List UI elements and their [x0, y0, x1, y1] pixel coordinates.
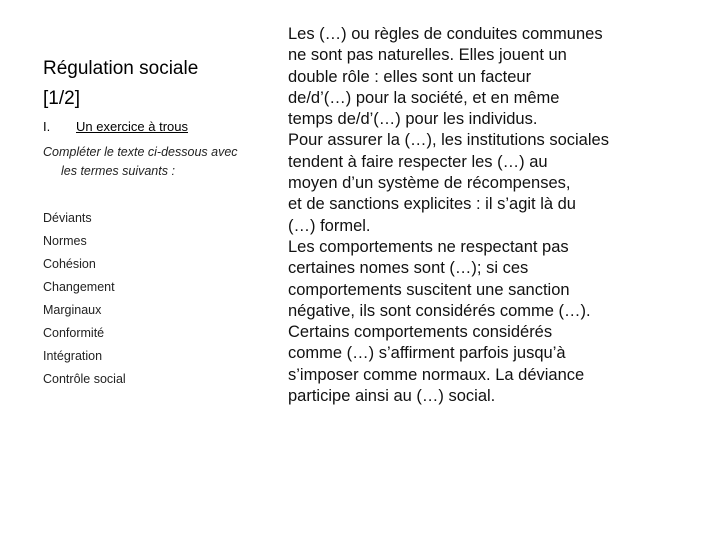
- section-number: I.: [43, 119, 51, 134]
- term-item: Cohésion: [43, 257, 96, 271]
- text-line: certaines nomes sont (…); si ces: [288, 259, 529, 278]
- section-heading: [43, 119, 188, 135]
- instruction-line-1: Compléter le texte ci-dessous avec: [43, 145, 238, 159]
- text-line: comportements suscitent une sanction: [288, 280, 570, 299]
- text-line: Les comportements ne respectant pas: [288, 237, 569, 256]
- text-line: tendent à faire respecter les (…) au: [288, 152, 548, 171]
- text-line: Les (…) ou règles de conduites communes: [288, 25, 603, 43]
- exercise-instruction: [43, 143, 273, 181]
- exercise-text: [288, 24, 708, 407]
- instruction-line-2: les termes suivants :: [61, 164, 175, 178]
- term-item: Déviants: [43, 211, 92, 225]
- slide-title-line-2: [1/2]: [43, 88, 80, 109]
- text-line: comme (…) s’affirment parfois jusqu’à: [288, 344, 566, 363]
- slide-title: [43, 54, 273, 114]
- text-line: et de sanctions explicites : il s’agit là du: [288, 195, 576, 214]
- text-line: s’imposer comme normaux. La déviance: [288, 365, 585, 384]
- text-line: double rôle : elles sont un facteur: [288, 67, 532, 86]
- term-item: Changement: [43, 280, 115, 294]
- term-item: Marginaux: [43, 303, 102, 317]
- text-line: Pour assurer la (…), les institutions sociales: [288, 131, 609, 150]
- section-heading-text: Un exercice à trous: [76, 119, 188, 134]
- text-line: (…) formel.: [288, 216, 371, 235]
- paragraph-2: [288, 130, 708, 236]
- text-line: moyen d’un système de récompenses,: [288, 174, 571, 193]
- term-item: Conformité: [43, 326, 105, 340]
- term-item: Intégration: [43, 349, 103, 363]
- text-line: ne sont pas naturelles. Elles jouent un: [288, 46, 567, 65]
- text-line: participe ainsi au (…) social.: [288, 387, 496, 406]
- paragraph-1: [288, 24, 708, 130]
- text-line: Certains comportements considérés: [288, 323, 553, 342]
- text-line: négative, ils sont considérés comme (…).: [288, 301, 591, 320]
- term-item: Normes: [43, 234, 87, 248]
- slide-title-line-1: Régulation sociale: [43, 58, 199, 79]
- terms-list: [43, 207, 126, 391]
- paragraph-3: [288, 237, 708, 407]
- text-line: temps de/d’(…) pour les individus.: [288, 110, 538, 129]
- term-item: Contrôle social: [43, 372, 126, 386]
- text-line: de/d’(…) pour la société, et en même: [288, 88, 560, 107]
